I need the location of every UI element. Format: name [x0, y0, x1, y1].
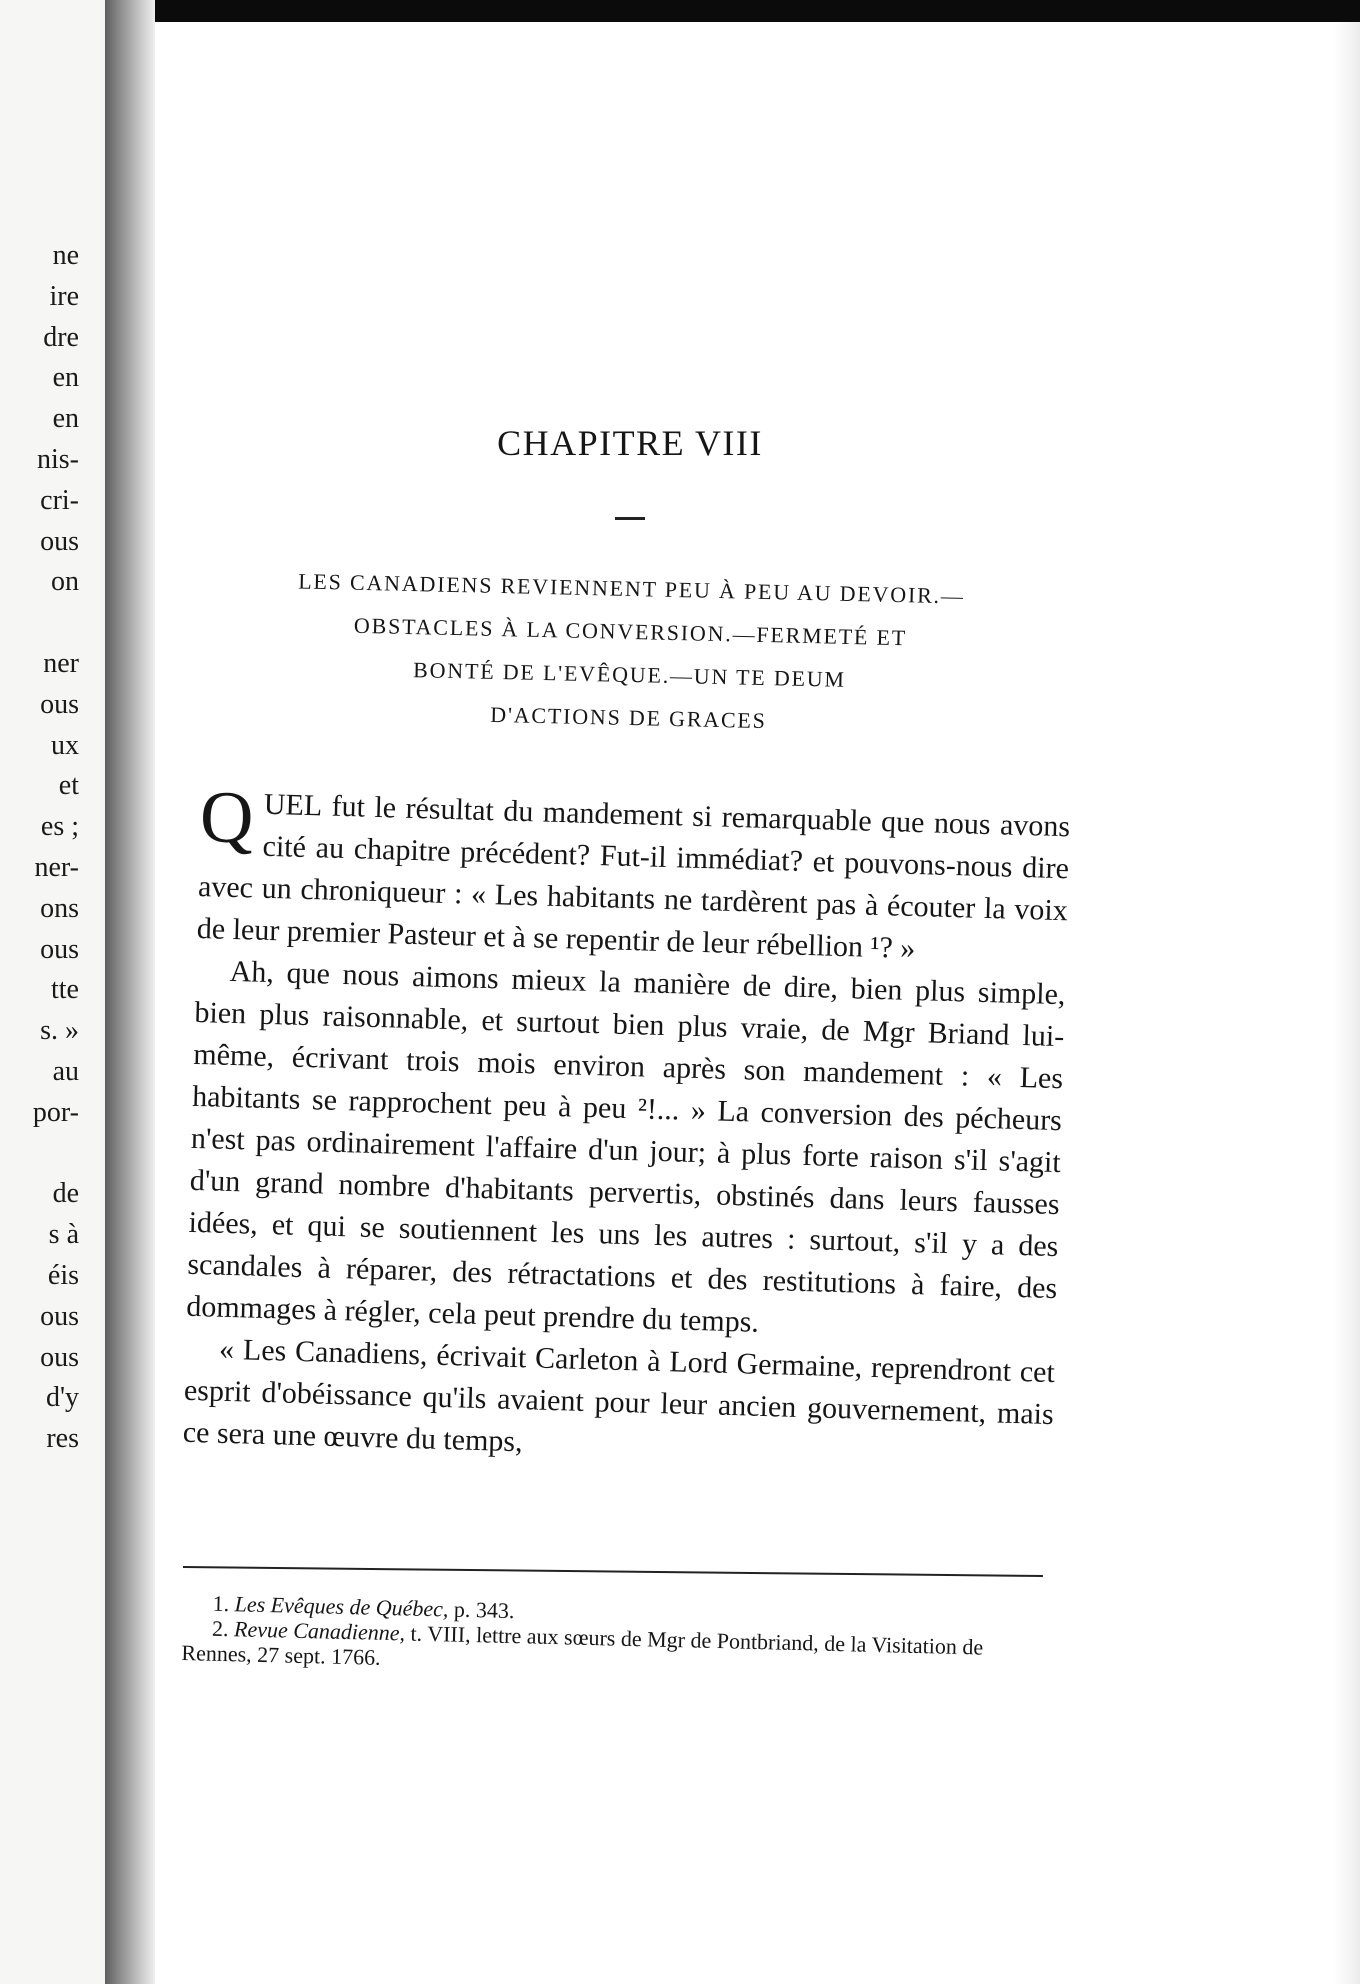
paragraph-1 [196, 776, 1071, 974]
adjacent-page-fragment: éis [47, 1259, 79, 1291]
adjacent-page-fragment: ner [43, 647, 79, 679]
adjacent-page-fragment: tte [51, 974, 79, 1006]
adjacent-page-fragment: es ; [40, 811, 79, 843]
adjacent-page-fragment: ons [40, 892, 79, 924]
scan-top-edge [0, 0, 1360, 22]
adjacent-page-fragment: en [52, 403, 79, 435]
adjacent-page-fragment: ner- [34, 851, 79, 883]
footnote-rule [183, 1566, 1043, 1577]
adjacent-page-fragment: ous [40, 1300, 79, 1332]
adjacent-page-fragment: s. » [40, 1015, 79, 1047]
adjacent-page-fragment: au [52, 1055, 79, 1087]
paragraph-3: « Les Canadiens, écrivait Carleton à Lord Germaine, reprendront cet esprit d'obéissance qu'ils avaient pour leur ancien gouvernement, mais ce sera une œuvre du temps, [182, 1332, 1056, 1459]
adjacent-page-fragment: dre [43, 321, 79, 353]
adjacent-page-fragment [33, 603, 79, 644]
adjacent-page-fragment: ne [52, 240, 79, 271]
chapter-summary-line: D'ACTIONS DE GRACES [490, 701, 768, 734]
chapter-summary [153, 556, 1107, 750]
adjacent-page-fragment: ous [40, 688, 79, 720]
footnotes [181, 1590, 1043, 1686]
footnote-detail: t. VIII, lettre aux sœurs de Mgr de Pontbriand, de la Visitation de Rennes, 27 sept. 1766. [181, 1620, 984, 1670]
adjacent-page-fragment [33, 1134, 79, 1175]
adjacent-page-margin [0, 0, 105, 1984]
footnote-source-title: Revue Canadienne, [233, 1616, 406, 1646]
adjacent-page-fragment: ous [40, 1341, 79, 1373]
adjacent-page-fragment: de [52, 1178, 79, 1210]
adjacent-page-fragment: nis- [37, 443, 79, 475]
adjacent-page-fragment: d'y [45, 1382, 79, 1414]
chapter-rule [615, 517, 645, 520]
adjacent-page-text-fragments [33, 236, 79, 1460]
adjacent-page-fragment: en [52, 362, 79, 394]
adjacent-page-fragment: ous [40, 525, 79, 557]
adjacent-page-fragment: por- [32, 1096, 79, 1128]
adjacent-page-fragment: ire [49, 280, 79, 312]
book-page [155, 22, 1335, 1984]
chapter-summary-line: LES CANADIENS REVIENNENT PEU À PEU AU DEVOIR.— [297, 568, 965, 609]
opening-word: UEL [263, 787, 323, 823]
chapter-title: CHAPITRE VIII [497, 423, 763, 463]
drop-cap: Q [198, 776, 255, 860]
adjacent-page-fragment: on [51, 566, 79, 598]
adjacent-page-fragment: cri- [40, 484, 79, 516]
footnote-source-title: Les Evêques de Québec, [234, 1591, 449, 1622]
adjacent-page-fragment: res [46, 1423, 79, 1455]
chapter-summary-line: OBSTACLES À LA CONVERSION.—FERMETÉ ET [353, 612, 908, 651]
footnote-number: 2. [211, 1615, 229, 1642]
adjacent-page-fragment: ux [51, 729, 79, 761]
paragraph-1-text: fut le résultat du mandement si remarquable que nous avons cité au chapitre précédent? Fut-il immédiat? et pouvons-nous dire avec un chroniqueur : « Les habitants ne tardèrent pas à écouter la voix de leur premier Pasteur et à se repentir de leur rébellion ¹? » [196, 789, 1071, 966]
footnote-detail: p. 343. [448, 1596, 515, 1624]
body-text [182, 776, 1071, 1478]
book-gutter-shadow [105, 0, 155, 1984]
adjacent-page-fragment: s à [48, 1219, 79, 1251]
adjacent-page-fragment: et [58, 770, 79, 802]
paragraph-2: Ah, que nous aimons mieux la manière de dire, bien plus simple, bien plus raisonnable, et surtout bien plus vraie, de Mgr Briand lui-même, écrivant trois mois environ après son mandement : « Les habitants se rapprochent peu à peu ²!... » La conversion des pécheurs n'est pas ordinairement l'affaire d'un jour; à plus forte raison s'il s'agit d'un grand nombre d'habitants pervertis, obstinés dans leurs fausses idées, et qui se soutiennent les uns les autres : surtout, s'il y a des scandales à réparer, des rétractations et des restitutions à faire, des dommages à régler, cela peut prendre du temps. [185, 954, 1066, 1339]
chapter-summary-line: BONTÉ DE L'EVÊQUE.—UN TE DEUM [412, 657, 847, 692]
adjacent-page-fragment: ous [40, 933, 79, 965]
footnote-number: 1. [212, 1590, 230, 1617]
page-edge-shadow [1334, 22, 1360, 1984]
